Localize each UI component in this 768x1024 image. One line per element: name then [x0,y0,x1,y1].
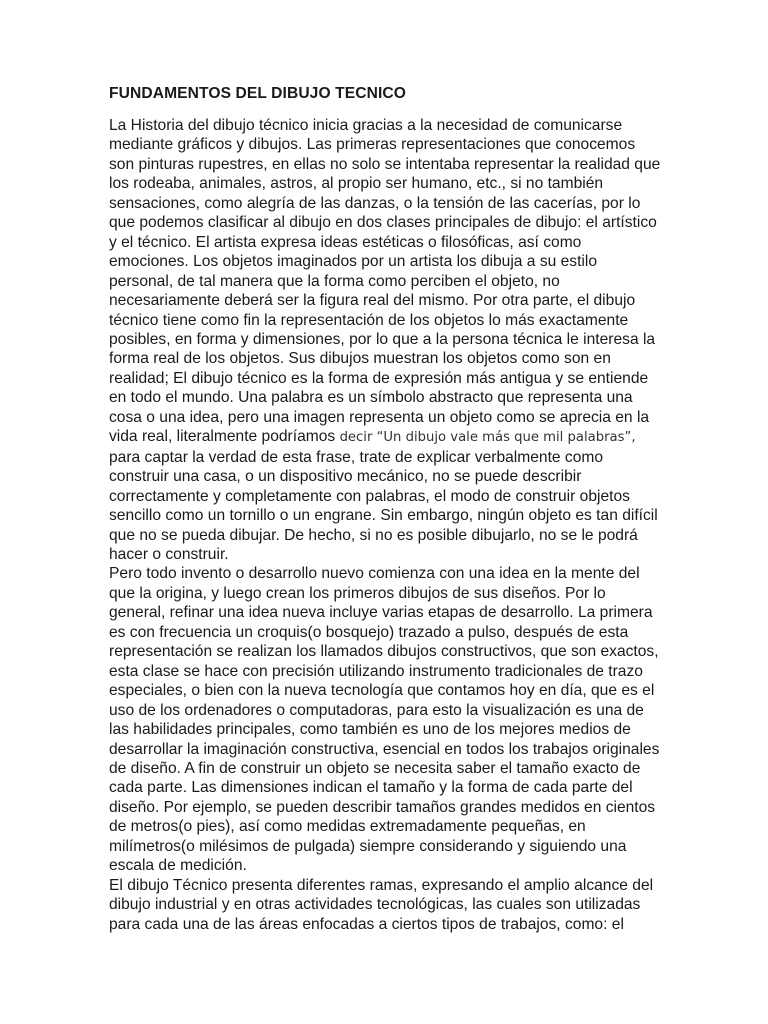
text-line: esta clase se hace con precisión utilizando instrumento tradicionales de trazo [109,662,643,680]
text-line: para captar la verdad de esta frase, trate de explicar verbalmente como [109,448,604,466]
text-line: y el técnico. El artista expresa ideas estéticas o filosóficas, así como [109,233,582,251]
text-line: construir una casa, o un dispositivo mecánico, no se puede describir [109,468,582,486]
text-line: realidad; El dibujo técnico es la forma de expresión más antigua y se entiende [109,369,649,387]
text-line: son pinturas rupestres, en ellas no solo se intentaba representar la realidad que [109,155,661,173]
text-line: en todo el mundo. Una palabra es un símbolo abstracto que representa una [109,389,633,407]
text-line: desarrollar la imaginación constructiva, esencial en todos los trabajos originales [109,740,660,758]
text-line-start: vida real, literalmente podríamos [109,428,340,446]
text-line: Pero todo invento o desarrollo nuevo comienza con una idea en la mente del [109,565,640,583]
text-line: milímetros(o milésimos de pulgada) siempre considerando y siguiendo una [109,837,627,855]
text-line: uso de los ordenadores o computadoras, para esto la visualización es una de [109,701,644,719]
text-line: que no se pueda dibujar. De hecho, si no es posible dibujarlo, no se le podrá [109,526,638,544]
text-line: escala de medición. [109,857,247,875]
text-line-with-quote [109,427,659,447]
text-line: cada parte. Las dimensiones indican el tamaño y la forma de cada parte del [109,779,633,797]
text-line: que la origina, y luego crean los primeros dibujos de sus diseños. Por lo [109,584,606,602]
quote-text: decir “Un dibujo vale más que mil palabras”, [339,430,636,446]
text-line: emociones. Los objetos imaginados por un artista los dibuja a su estilo [109,253,598,271]
text-line: cosa o una idea, pero una imagen representa un objeto como se aprecia en la [109,408,650,426]
text-line: La Historia del dibujo técnico inicia gracias a la necesidad de comunicarse [109,117,623,134]
text-line: El dibujo Técnico presenta diferentes ramas, expresando el amplio alcance del [109,876,654,894]
text-line: sencillo como un tornillo o un engrane. Sin embargo, ningún objeto es tan difícil [109,507,658,525]
text-line: necesariamente deberá ser la figura real del mismo. Por otra parte, el dibujo [109,292,636,310]
text-line: hacer o construir. [109,545,229,563]
text-line: técnico tiene como fin la representación de los objetos lo más exactamente [109,311,629,329]
text-line: es con frecuencia un croquis(o bosquejo) trazado a pulso, después de esta [109,623,629,641]
text-line: para cada una de las áreas enfocadas a ciertos tipos de trabajos, como: el [109,915,624,933]
document-body [109,84,659,934]
text-line: sensaciones, como alegría de las danzas, o la tensión de las cacerías, por lo [109,194,641,212]
text-line: diseño. Por ejemplo, se pueden describir tamaños grandes medidos en cientos [109,798,656,816]
text-line: representación se realizan los llamados dibujos constructivos, que son exactos, [109,643,659,661]
text-line: los rodeaba, animales, astros, al propio ser humano, etc., si no también [109,175,604,193]
text-line: personal, de tal manera que la forma como perciben el objeto, no [109,272,560,290]
text-line: las habilidades principales, como también es uno de los mejores medios de [109,721,631,739]
text-line: general, refinar una idea nueva incluye varias etapas de desarrollo. La primera [109,604,653,622]
text-line: especiales, o bien con la nueva tecnología que contamos hoy en día, que es el [109,682,655,700]
text-line: posibles, en forma y dimensiones, por lo que a la persona técnica le interesa la [109,330,656,348]
text-line: dibujo industrial y en otras actividades tecnológicas, las cuales son utilizadas [109,896,641,914]
text-line: correctamente y completamente con palabras, el modo de construir objetos [109,487,630,505]
text-line: forma real de los objetos. Sus dibujos muestran los objetos como son en [109,350,611,368]
text-line: de diseño. A fin de construir un objeto se necesita saber el tamaño exacto de [109,759,641,777]
text-line: que podemos clasificar al dibujo en dos clases principales de dibujo: el artístico [109,214,657,232]
document-title: FUNDAMENTOS DEL DIBUJO TECNICO [109,85,406,102]
text-line: mediante gráficos y dibujos. Las primeras representaciones que conocemos [109,136,636,154]
text-line: de metros(o pies), así como medidas extremadamente pequeñas, en [109,818,586,836]
